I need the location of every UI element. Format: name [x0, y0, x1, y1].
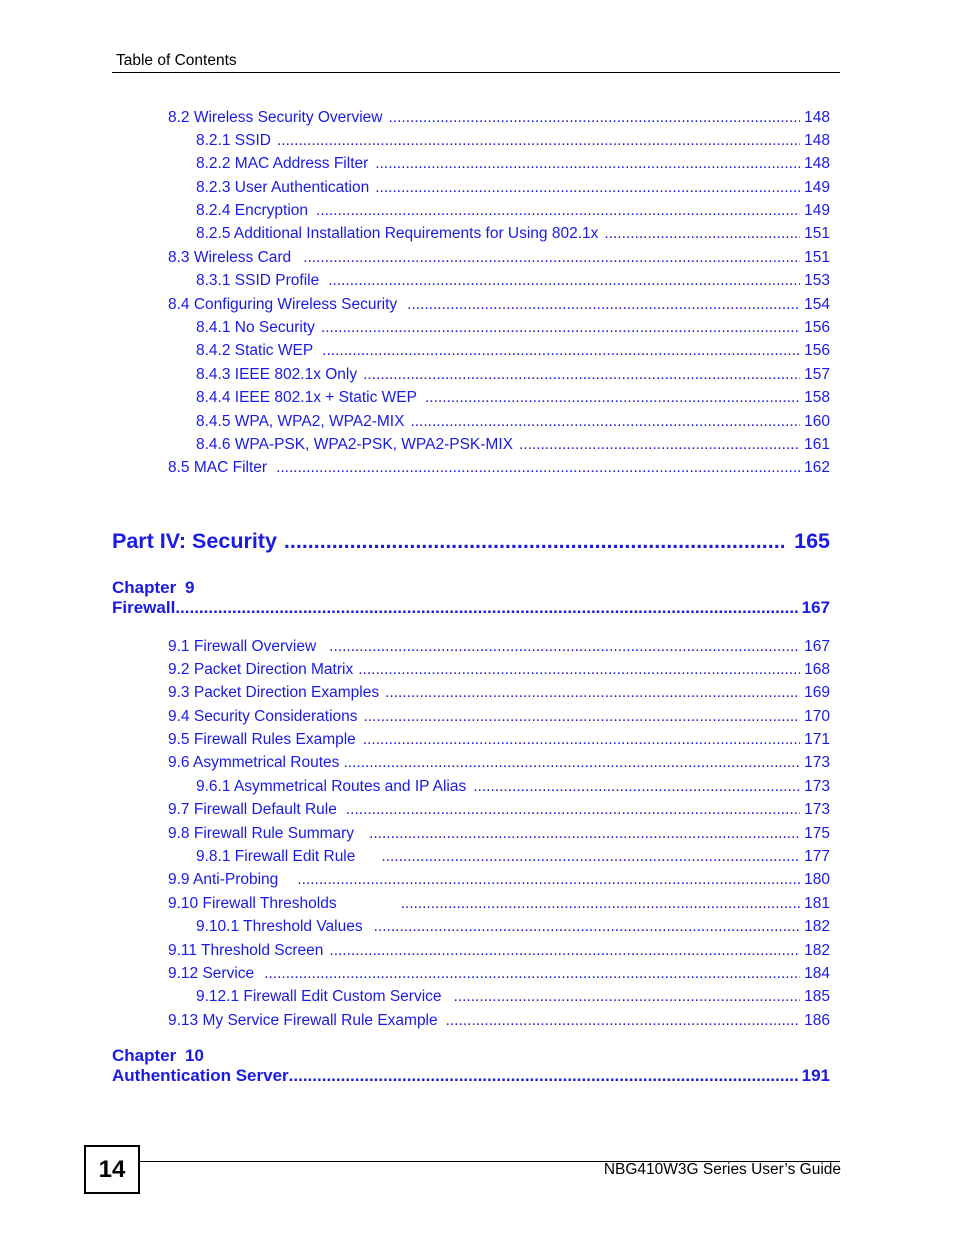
toc-entry-9-7[interactable]	[0, 798, 830, 821]
toc-entry-page: 168	[804, 660, 830, 678]
toc-entry-8-4-5[interactable]	[0, 410, 830, 433]
dot-leader	[446, 1009, 801, 1032]
toc-entry-label: 9.11 Threshold Screen	[168, 941, 324, 959]
toc-entry-9-10-1[interactable]	[0, 915, 830, 938]
dot-leader	[375, 152, 800, 175]
toc-entry-8-4[interactable]	[0, 293, 830, 316]
toc-entry-label: 8.2.4 Encryption	[196, 202, 309, 220]
toc-entry-8-2[interactable]	[0, 106, 830, 129]
toc-entry-page: 151	[804, 248, 830, 266]
toc-entry-page: 161	[804, 435, 830, 453]
toc-entry-page: 180	[804, 871, 830, 889]
dot-leader	[297, 868, 800, 891]
toc-entry-9-11[interactable]	[0, 939, 830, 962]
toc-entry-page: 175	[804, 824, 830, 842]
toc-chapter8-list	[0, 106, 830, 480]
dot-leader	[363, 728, 800, 751]
toc-entry-8-4-1[interactable]	[0, 316, 830, 339]
toc-entry-page: 151	[804, 225, 830, 243]
toc-entry-9-6[interactable]	[0, 751, 830, 774]
toc-entry-8-4-3[interactable]	[0, 363, 830, 386]
toc-entry-8-5[interactable]	[0, 456, 830, 479]
header-divider	[112, 72, 840, 73]
toc-entry-page: 186	[804, 1011, 830, 1029]
chapter-title: Authentication Server	[112, 1066, 289, 1085]
toc-entry-8-2-2[interactable]	[0, 152, 830, 175]
dot-leader	[329, 635, 800, 658]
toc-entry-label: 9.8 Firewall Rule Summary	[168, 824, 355, 842]
toc-entry-label: 8.4.6 WPA-PSK, WPA2-PSK, WPA2-PSK-MIX	[196, 435, 513, 453]
toc-entry-label: 8.2.1 SSID	[196, 131, 271, 149]
toc-entry-label: 9.9 Anti-Probing	[168, 871, 279, 889]
toc-entry-label: 8.4.3 IEEE 802.1x Only	[196, 365, 358, 383]
toc-entry-label: 8.4.4 IEEE 802.1x + Static WEP	[196, 389, 417, 407]
dot-leader	[385, 681, 800, 704]
chapter-9-label: Chapter 9	[112, 578, 195, 597]
dot-leader	[284, 528, 784, 554]
chapter-10-label: Chapter 10	[112, 1046, 204, 1065]
toc-entry-page: 148	[804, 108, 830, 126]
toc-entry-page: 149	[804, 178, 830, 196]
toc-entry-label: 8.4.1 No Security	[196, 319, 315, 337]
toc-entry-page: 158	[804, 389, 830, 407]
dot-leader	[276, 456, 800, 479]
toc-entry-8-3[interactable]	[0, 246, 830, 269]
toc-entry-page: 160	[804, 412, 830, 430]
toc-entry-label: 9.10.1 Threshold Values	[196, 918, 363, 936]
toc-entry-page: 182	[804, 941, 830, 959]
toc-entry-page: 177	[804, 848, 830, 866]
toc-entry-8-3-1[interactable]	[0, 269, 830, 292]
dot-leader	[289, 1066, 799, 1086]
toc-entry-label: 9.7 Firewall Default Rule	[168, 801, 337, 819]
dot-leader	[374, 915, 801, 938]
running-header: Table of Contents	[116, 52, 237, 69]
toc-entry-page: 184	[804, 964, 830, 982]
toc-entry-page: 169	[804, 684, 830, 702]
toc-chapter-9-firewall[interactable]	[112, 598, 830, 618]
toc-entry-page: 148	[804, 131, 830, 149]
toc-entry-label: 9.12.1 Firewall Edit Custom Service	[196, 988, 442, 1006]
toc-entry-9-1[interactable]	[0, 635, 830, 658]
toc-entry-9-12[interactable]	[0, 962, 830, 985]
part-page: 165	[794, 529, 830, 553]
dot-leader	[175, 598, 798, 618]
toc-entry-9-6-1[interactable]	[0, 775, 830, 798]
toc-entry-page: 181	[804, 894, 830, 912]
dot-leader	[401, 892, 801, 915]
toc-entry-label: 9.4 Security Considerations	[168, 707, 358, 725]
toc-entry-page: 162	[804, 459, 830, 477]
toc-entry-label: 8.2.5 Additional Installation Requirements for Using 802.1x	[196, 225, 599, 243]
dot-leader	[277, 129, 800, 152]
toc-entry-page: 149	[804, 202, 830, 220]
toc-entry-8-4-6[interactable]	[0, 433, 830, 456]
toc-entry-label: 8.3 Wireless Card	[168, 248, 292, 266]
toc-entry-page: 182	[804, 918, 830, 936]
chapter-page: 167	[801, 598, 830, 617]
page-number-box: 14	[84, 1145, 140, 1194]
toc-part-iv-security[interactable]	[112, 528, 830, 554]
dot-leader	[364, 705, 801, 728]
toc-entry-label: 9.12 Service	[168, 964, 255, 982]
toc-entry-page: 157	[804, 365, 830, 383]
dot-leader	[321, 316, 800, 339]
toc-entry-label: 8.4.5 WPA, WPA2, WPA2-MIX	[196, 412, 405, 430]
chapter-page: 191	[801, 1066, 830, 1085]
dot-leader	[425, 386, 800, 409]
dot-leader	[316, 199, 800, 222]
dot-leader	[363, 363, 800, 386]
toc-entry-9-2[interactable]	[0, 658, 830, 681]
toc-entry-9-4[interactable]	[0, 705, 830, 728]
dot-leader	[604, 222, 800, 245]
toc-entry-8-2-3[interactable]	[0, 176, 830, 199]
toc-entry-page: 148	[804, 155, 830, 173]
dot-leader	[407, 293, 800, 316]
toc-entry-8-4-4[interactable]	[0, 386, 830, 409]
toc-entry-label: 8.2 Wireless Security Overview	[168, 108, 383, 126]
toc-entry-label: 8.2.2 MAC Address Filter	[196, 155, 369, 173]
toc-entry-9-5[interactable]	[0, 728, 830, 751]
toc-entry-label: 9.5 Firewall Rules Example	[168, 731, 356, 749]
toc-entry-label: 8.3.1 SSID Profile	[196, 272, 320, 290]
dot-leader	[264, 962, 800, 985]
toc-chapter-10-authentication-server[interactable]	[112, 1066, 830, 1086]
toc-entry-page: 154	[804, 295, 830, 313]
dot-leader	[303, 246, 800, 269]
dot-leader	[388, 106, 800, 129]
toc-entry-9-3[interactable]	[0, 681, 830, 704]
toc-chapter9-list	[0, 635, 830, 1033]
chapter-title: Firewall	[112, 598, 176, 617]
guide-title: NBG410W3G Series User’s Guide	[603, 1161, 841, 1178]
dot-leader	[346, 798, 800, 821]
dot-leader	[343, 751, 800, 774]
toc-entry-label: 9.10 Firewall Thresholds	[168, 894, 337, 912]
toc-entry-8-2-5[interactable]	[0, 222, 830, 245]
toc-entry-page: 173	[804, 801, 830, 819]
toc-entry-9-8-1[interactable]	[0, 845, 830, 868]
dot-leader	[410, 410, 800, 433]
toc-entry-9-10[interactable]	[0, 892, 830, 915]
toc-entry-page: 156	[804, 319, 830, 337]
toc-entry-8-2-1[interactable]	[0, 129, 830, 152]
toc-entry-label: 9.8.1 Firewall Edit Rule	[196, 848, 356, 866]
toc-entry-label: 9.1 Firewall Overview	[168, 637, 317, 655]
dot-leader	[329, 939, 800, 962]
dot-leader	[381, 845, 800, 868]
toc-entry-label: 9.3 Packet Direction Examples	[168, 684, 380, 702]
toc-entry-label: 9.2 Packet Direction Matrix	[168, 660, 354, 678]
toc-entry-9-8[interactable]	[0, 822, 830, 845]
dot-leader	[369, 822, 800, 845]
toc-entry-label: 8.2.3 User Authentication	[196, 178, 370, 196]
part-title: Part IV: Security	[112, 529, 277, 553]
dot-leader	[473, 775, 800, 798]
toc-entry-9-9[interactable]	[0, 868, 830, 891]
toc-entry-label: 9.13 My Service Firewall Rule Example	[168, 1011, 438, 1029]
toc-entry-label: 9.6 Asymmetrical Routes	[168, 754, 340, 772]
toc-entry-page: 153	[804, 272, 830, 290]
toc-entry-label: 8.4.2 Static WEP	[196, 342, 314, 360]
toc-entry-page: 156	[804, 342, 830, 360]
toc-entry-9-13[interactable]	[0, 1009, 830, 1032]
toc-entry-page: 170	[804, 707, 830, 725]
toc-entry-9-12-1[interactable]	[0, 985, 830, 1008]
dot-leader	[454, 985, 801, 1008]
toc-entry-label: 8.5 MAC Filter	[168, 459, 268, 477]
dot-leader	[358, 658, 800, 681]
toc-entry-8-2-4[interactable]	[0, 199, 830, 222]
toc-entry-8-4-2[interactable]	[0, 339, 830, 362]
dot-leader	[375, 176, 800, 199]
dot-leader	[328, 269, 800, 292]
toc-entry-page: 185	[804, 988, 830, 1006]
toc-entry-label: 9.6.1 Asymmetrical Routes and IP Alias	[196, 777, 467, 795]
toc-entry-page: 171	[804, 731, 830, 749]
toc-entry-label: 8.4 Configuring Wireless Security	[168, 295, 398, 313]
toc-entry-page: 173	[804, 754, 830, 772]
dot-leader	[322, 339, 800, 362]
dot-leader	[519, 433, 800, 456]
toc-entry-page: 173	[804, 777, 830, 795]
toc-entry-page: 167	[804, 637, 830, 655]
